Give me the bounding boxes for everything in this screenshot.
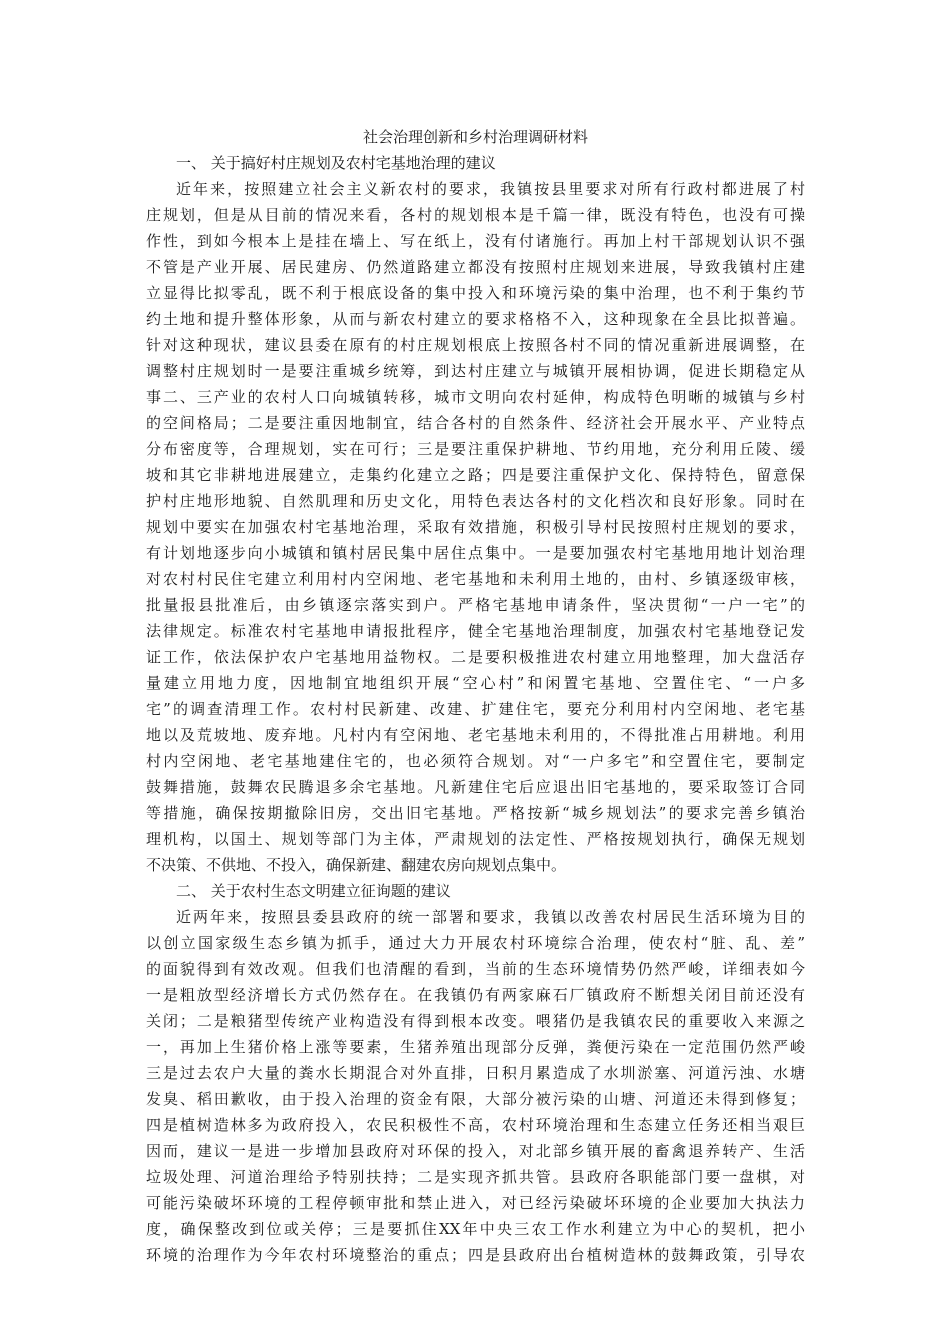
paragraph-line: 鼓舞措施，鼓舞农民腾退多余宅基地。凡新建住宅后应退出旧宅基地的，要采取签订合同 — [146, 778, 805, 796]
paragraph-line: 近年来，按照建立社会主义新农村的要求，我镇按县里要求对所有行政村都进展了村 — [176, 180, 805, 198]
paragraph-line: 环境的治理作为今年农村环境整治的重点；四是县政府出台植树造林的鼓舞政策，引导农 — [146, 1246, 805, 1264]
paragraph-line: 关闭；二是粮猪型传统产业构造没有得到根本改变。喂猪仍是我镇农民的重要收入来源之 — [146, 1012, 805, 1030]
section-body-2 — [146, 904, 805, 1268]
paragraph-line: 因而，建议一是进一步增加县政府对环保的投入，对北部乡镇开展的畜禽退养转产、生活 — [146, 1142, 805, 1160]
paragraph-line: 规划中要实在加强农村宅基地治理，采取有效措施，积极引导村民按照村庄规划的要求， — [146, 518, 805, 536]
document-title: 社会治理创新和乡村治理调研材料 — [362, 128, 588, 146]
paragraph-line: 三是过去农户大量的粪水长期混合对外直排，日积月累造成了水圳淤塞、河道污浊、水塘 — [146, 1064, 805, 1082]
paragraph-line: 量建立用地力度，因地制宜地组织开展“空心村”和闲置宅基地、空置住宅、“一户多 — [146, 674, 805, 692]
paragraph-line: 的空间格局；二是要注重因地制宜，结合各村的自然条件、经济社会开展水平、产业特点 — [146, 414, 805, 432]
paragraph-line: 发臭、稻田歉收，由于投入治理的资金有限，大部分被污染的山塘、河道还未得到修复； — [146, 1090, 805, 1108]
paragraph-line: 调整村庄规划时一是要注重城乡统筹，到达村庄建立与城镇开展相协调，促进长期稳定从 — [146, 362, 805, 380]
section-heading-1: 一、 关于搞好村庄规划及农村宅基地治理的建议 — [176, 154, 496, 172]
paragraph-line: 护村庄地形地貌、自然肌理和历史文化，用特色表达各村的文化档次和良好形象。同时在 — [146, 492, 805, 510]
paragraph-line: 一，再加上生猪价格上涨等要素，生猪养殖出现部分反弹，粪便污染在一定范围仍然严峻 — [146, 1038, 805, 1056]
paragraph-line: 等措施，确保按期撤除旧房，交出旧宅基地。严格按新“城乡规划法”的要求完善乡镇治 — [146, 804, 805, 822]
paragraph-line: 以创立国家级生态乡镇为抓手，通过大力开展农村环境综合治理，使农村“脏、乱、差” — [146, 934, 805, 952]
paragraph-line: 垃圾处理、河道治理给予特别扶持；二是实现齐抓共管。县政府各职能部门要一盘棋，对 — [146, 1168, 805, 1186]
paragraph-line: 不决策、不供地、不投入，确保新建、翻建农房向规划点集中。 — [146, 856, 567, 874]
paragraph-line: 对农村村民住宅建立利用村内空闲地、老宅基地和未利用土地的，由村、乡镇逐级审核， — [146, 570, 805, 588]
paragraph-line: 有计划地逐步向小城镇和镇村居民集中居住点集中。一是要加强农村宅基地用地计划治理 — [146, 544, 805, 562]
paragraph-line: 不管是产业开展、居民建房、仍然道路建立都没有按照村庄规划来进展，导致我镇村庄建 — [146, 258, 805, 276]
paragraph-line: 一是粗放型经济增长方式仍然存在。在我镇仍有两家麻石厂镇政府不断想关闭目前还没有 — [146, 986, 805, 1004]
paragraph-line: 分布密度等，合理规划，实在可行；三是要注重保护耕地、节约用地，充分利用丘陵、缓 — [146, 440, 805, 458]
paragraph-line: 立显得比拟零乱，既不利于根底设备的集中投入和环境污染的集中治理，也不利于集约节 — [146, 284, 805, 302]
paragraph-line: 针对这种现状，建议县委在原有的村庄规划根底上按照各村不同的情况重新进展调整，在 — [146, 336, 805, 354]
paragraph-line: 可能污染破坏环境的工程停顿审批和禁止进入，对已经污染破坏环境的企业要加大执法力 — [146, 1194, 805, 1212]
paragraph-line: 批量报县批准后，由乡镇逐宗落实到户。严格宅基地申请条件，坚决贯彻“一户一宅”的 — [146, 596, 805, 614]
paragraph-line: 度，确保整改到位或关停；三是要抓住XX年中央三农工作水利建立为中心的契机，把小 — [146, 1220, 805, 1238]
paragraph-line: 地以及荒坡地、废弃地。凡村内有空闲地、老宅基地未利用的，不得批准占用耕地。利用 — [146, 726, 805, 744]
paragraph-line: 约土地和提升整体形象，从而与新农村建立的要求格格不入，这种现象在全县比拟普遍。 — [146, 310, 805, 328]
paragraph-line: 理机构，以国土、规划等部门为主体，严肃规划的法定性、严格按规划执行，确保无规划 — [146, 830, 805, 848]
paragraph-line: 法律规定。标准农村宅基地申请报批程序，健全宅基地治理制度，加强农村宅基地登记发 — [146, 622, 805, 640]
paragraph-line: 宅”的调查清理工作。农村村民新建、改建、扩建住宅，要充分利用村内空闲地、老宅基 — [146, 700, 805, 718]
paragraph-line: 村内空闲地、老宅基地建住宅的，也必须符合规划。对“一户多宅”和空置住宅，要制定 — [146, 752, 805, 770]
paragraph-line: 近两年来，按照县委县政府的统一部署和要求，我镇以改善农村居民生活环境为目的 — [176, 908, 805, 926]
paragraph-line: 证工作，依法保护农户宅基地用益物权。二是要积极推进农村建立用地整理，加大盘活存 — [146, 648, 805, 666]
paragraph-line: 作性，到如今根本上是挂在墙上、写在纸上，没有付诸施行。再加上村干部规划认识不强 — [146, 232, 805, 250]
paragraph-line: 庄规划，但是从目前的情况来看，各村的规划根本是千篇一律，既没有特色，也没有可操 — [146, 206, 805, 224]
paragraph-line: 事二、三产业的农村人口向城镇转移，城市文明向农村延伸，构成特色明晰的城镇与乡村 — [146, 388, 805, 406]
section-heading-2: 二、 关于农村生态文明建立征询题的建议 — [176, 882, 451, 900]
section-body-1 — [146, 176, 805, 878]
paragraph-line: 的面貌得到有效改观。但我们也清醒的看到，当前的生态环境情势仍然严峻，详细表如今 — [146, 960, 805, 978]
paragraph-line: 四是植树造林多为政府投入，农民积极性不高，农村环境治理和生态建立任务还相当艰巨 — [146, 1116, 805, 1134]
document-page — [146, 124, 805, 1268]
paragraph-line: 坡和其它非耕地进展建立，走集约化建立之路；四是要注重保护文化、保持特色，留意保 — [146, 466, 805, 484]
